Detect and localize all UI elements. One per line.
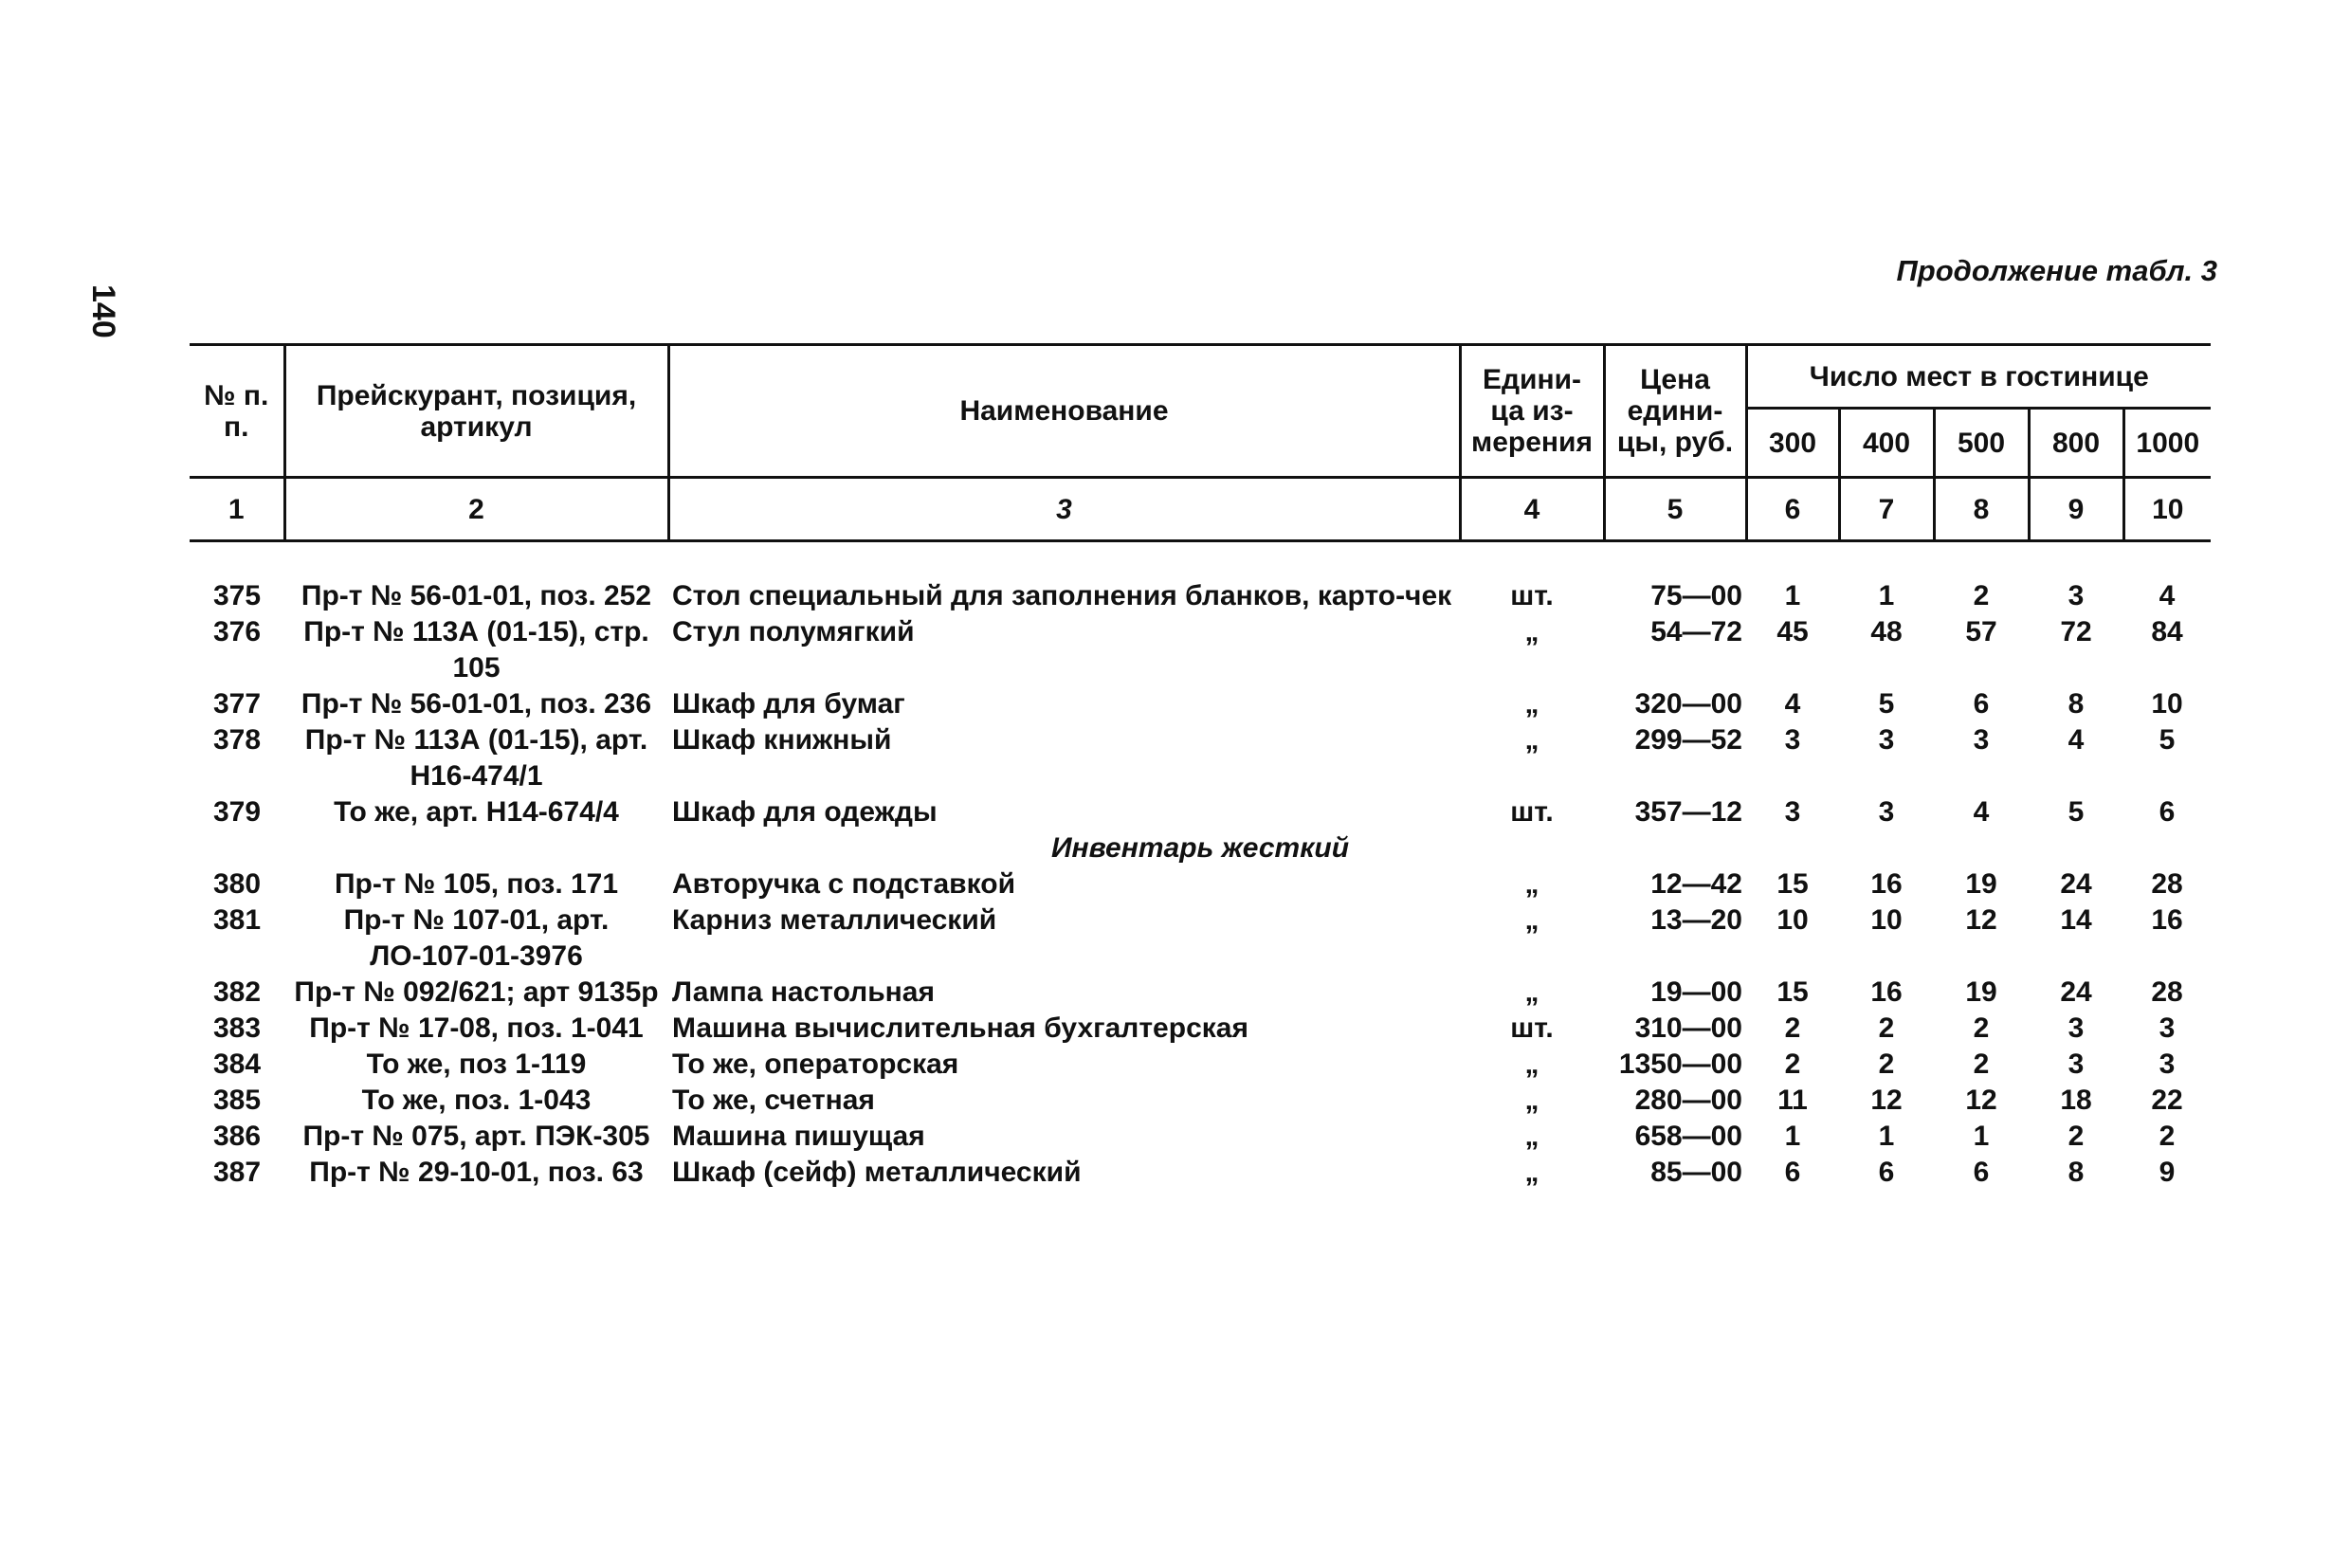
table-row bbox=[190, 722, 2211, 794]
item-name: То же, счетная bbox=[672, 1085, 875, 1116]
capacity-count: 2 bbox=[1973, 580, 1990, 611]
table-row bbox=[190, 1155, 2211, 1191]
table-row bbox=[190, 1119, 2211, 1155]
column-number: 7 bbox=[1839, 478, 1934, 541]
price-list-ref: То же, поз. 1-043 bbox=[361, 1085, 592, 1116]
table-row bbox=[190, 903, 2211, 975]
capacity-count: 57 bbox=[1965, 616, 1997, 647]
capacity-count: 3 bbox=[2068, 580, 2085, 611]
price-table bbox=[190, 343, 2211, 1191]
capacity-count: 3 bbox=[1973, 724, 1990, 756]
item-name: Стул полумягкий bbox=[672, 616, 915, 647]
header-cost: Цена едини- цы, руб. bbox=[1604, 345, 1746, 478]
capacity-count: 84 bbox=[2151, 616, 2183, 647]
row-number: 386 bbox=[212, 1121, 262, 1152]
item-name: Лампа настольная bbox=[672, 976, 935, 1008]
price-list-ref: Пр-т № 113А (01-15), стр. 105 bbox=[303, 616, 649, 684]
capacity-count: 3 bbox=[2068, 1012, 2085, 1044]
capacity-count: 24 bbox=[2060, 868, 2092, 900]
row-number: 380 bbox=[212, 868, 262, 900]
capacity-count: 5 bbox=[1878, 688, 1895, 720]
column-number: 8 bbox=[1934, 478, 2029, 541]
capacity-count: 2 bbox=[1878, 1048, 1895, 1080]
price-list-ref: Пр-т № 107-01, арт. ЛО-107-01-3976 bbox=[343, 904, 610, 972]
capacity-count: 9 bbox=[2159, 1157, 2176, 1188]
capacity-count: 4 bbox=[2159, 580, 2176, 611]
capacity-count: 3 bbox=[1878, 724, 1895, 756]
capacity-count: 12 bbox=[1965, 1085, 1997, 1116]
capacity-count: 10 bbox=[1776, 904, 1809, 936]
unit: „ bbox=[1524, 688, 1539, 720]
header-name: Наименование bbox=[668, 345, 1460, 478]
header-capacity-400: 400 bbox=[1839, 409, 1934, 478]
unit: „ bbox=[1524, 1085, 1539, 1116]
table-row bbox=[190, 794, 2211, 830]
section-title: Инвентарь жесткий bbox=[1050, 832, 1350, 864]
price-list-ref: Пр-т № 113А (01-15), арт. Н16-474/1 bbox=[304, 724, 648, 792]
capacity-count: 3 bbox=[2159, 1048, 2176, 1080]
table-row bbox=[190, 1083, 2211, 1119]
capacity-count: 10 bbox=[2151, 688, 2183, 720]
capacity-count: 28 bbox=[2151, 868, 2183, 900]
capacity-count: 11 bbox=[1777, 1085, 1808, 1116]
capacity-count: 19 bbox=[1965, 976, 1997, 1008]
unit: „ bbox=[1524, 724, 1539, 756]
item-name: Карниз металлический bbox=[672, 904, 997, 936]
capacity-count: 15 bbox=[1776, 868, 1809, 900]
unit: „ bbox=[1524, 868, 1539, 900]
row-number: 377 bbox=[212, 688, 262, 720]
capacity-count: 4 bbox=[1784, 688, 1801, 720]
capacity-count: 2 bbox=[1784, 1012, 1801, 1044]
price-list-ref: Пр-т № 092/621; арт 9135р bbox=[294, 976, 659, 1008]
table-row bbox=[190, 578, 2211, 614]
header-capacity-800: 800 bbox=[2029, 409, 2123, 478]
row-number: 382 bbox=[212, 976, 262, 1008]
capacity-count: 3 bbox=[1784, 796, 1801, 828]
row-number: 384 bbox=[212, 1048, 262, 1080]
column-number: 1 bbox=[190, 478, 284, 541]
row-number: 385 bbox=[212, 1085, 262, 1116]
table-row bbox=[190, 1047, 2211, 1083]
unit-price: 13—20 bbox=[1650, 904, 1742, 936]
capacity-count: 6 bbox=[2159, 796, 2176, 828]
row-number: 379 bbox=[212, 796, 262, 828]
unit-price: 54—72 bbox=[1650, 616, 1742, 647]
capacity-count: 19 bbox=[1965, 868, 1997, 900]
row-number: 378 bbox=[212, 724, 262, 756]
capacity-count: 24 bbox=[2060, 976, 2092, 1008]
unit: „ bbox=[1524, 1157, 1539, 1188]
header-num: № п. п. bbox=[190, 345, 284, 478]
unit: шт. bbox=[1510, 580, 1554, 611]
capacity-count: 28 bbox=[2151, 976, 2183, 1008]
unit-price: 658—00 bbox=[1634, 1121, 1742, 1152]
capacity-count: 2 bbox=[2068, 1121, 2085, 1152]
price-list-ref: Пр-т № 075, арт. ПЭК-305 bbox=[302, 1121, 650, 1152]
item-name: Авторучка с подставкой bbox=[672, 868, 1016, 900]
unit-price: 85—00 bbox=[1650, 1157, 1742, 1188]
capacity-count: 3 bbox=[2068, 1048, 2085, 1080]
capacity-count: 3 bbox=[1878, 796, 1895, 828]
capacity-count: 6 bbox=[1878, 1157, 1895, 1188]
capacity-count: 16 bbox=[2151, 904, 2183, 936]
header-capacity-1000: 1000 bbox=[2123, 409, 2211, 478]
page-number: 140 bbox=[85, 284, 121, 338]
unit-price: 19—00 bbox=[1650, 976, 1742, 1008]
capacity-count: 12 bbox=[1965, 904, 1997, 936]
price-list-ref: То же, поз 1-119 bbox=[366, 1048, 587, 1080]
unit: „ bbox=[1524, 1048, 1539, 1080]
row-number: 376 bbox=[212, 616, 262, 647]
unit-price: 1350—00 bbox=[1618, 1048, 1742, 1080]
price-list-ref: Пр-т № 105, поз. 171 bbox=[334, 868, 619, 900]
capacity-count: 5 bbox=[2159, 724, 2176, 756]
table-row bbox=[190, 975, 2211, 1011]
capacity-count: 2 bbox=[1973, 1048, 1990, 1080]
unit: „ bbox=[1524, 976, 1539, 1008]
column-number: 2 bbox=[284, 478, 668, 541]
column-number: 10 bbox=[2123, 478, 2211, 541]
unit-price: 75—00 bbox=[1650, 580, 1742, 611]
unit: „ bbox=[1524, 904, 1539, 936]
capacity-count: 2 bbox=[1973, 1012, 1990, 1044]
item-name: Шкаф для одежды bbox=[672, 796, 938, 828]
unit-price: 357—12 bbox=[1634, 796, 1742, 828]
capacity-count: 45 bbox=[1776, 616, 1809, 647]
column-number: 3 bbox=[668, 478, 1460, 541]
unit: „ bbox=[1524, 1121, 1539, 1152]
capacity-count: 22 bbox=[2151, 1085, 2183, 1116]
row-number: 381 bbox=[212, 904, 262, 936]
capacity-count: 1 bbox=[1878, 1121, 1895, 1152]
unit-price: 299—52 bbox=[1634, 724, 1742, 756]
capacity-count: 3 bbox=[2159, 1012, 2176, 1044]
table-row bbox=[190, 866, 2211, 903]
column-number: 4 bbox=[1460, 478, 1604, 541]
unit: шт. bbox=[1510, 796, 1554, 828]
capacity-count: 1 bbox=[1784, 580, 1801, 611]
price-list-ref: То же, арт. Н14-674/4 bbox=[334, 796, 619, 828]
item-name: Машина пишущая bbox=[672, 1121, 925, 1152]
row-number: 387 bbox=[212, 1157, 262, 1188]
capacity-count: 18 bbox=[2060, 1085, 2092, 1116]
capacity-count: 8 bbox=[2068, 688, 2085, 720]
unit: шт. bbox=[1510, 1012, 1554, 1044]
item-name: Шкаф для бумаг bbox=[672, 688, 905, 720]
item-name: Машина вычислительная бухгалтерская bbox=[672, 1012, 1248, 1044]
column-number: 5 bbox=[1604, 478, 1746, 541]
unit-price: 280—00 bbox=[1634, 1085, 1742, 1116]
header-price-list: Прейскурант, позиция, артикул bbox=[284, 345, 668, 478]
capacity-count: 10 bbox=[1870, 904, 1903, 936]
capacity-count: 6 bbox=[1973, 688, 1990, 720]
price-list-ref: Пр-т № 56-01-01, поз. 236 bbox=[301, 688, 652, 720]
item-name: Стол специальный для заполнения бланков, карто-чек bbox=[672, 580, 1452, 611]
capacity-count: 2 bbox=[1878, 1012, 1895, 1044]
item-name: То же, операторская bbox=[672, 1048, 959, 1080]
capacity-count: 15 bbox=[1776, 976, 1809, 1008]
header-capacity-300: 300 bbox=[1746, 409, 1839, 478]
capacity-count: 6 bbox=[1784, 1157, 1801, 1188]
row-number: 383 bbox=[212, 1012, 262, 1044]
capacity-count: 1 bbox=[1784, 1121, 1801, 1152]
column-number: 9 bbox=[2029, 478, 2123, 541]
price-list-ref: Пр-т № 29-10-01, поз. 63 bbox=[309, 1157, 644, 1188]
table-caption: Продолжение табл. 3 bbox=[1896, 254, 2217, 287]
capacity-count: 4 bbox=[1973, 796, 1990, 828]
capacity-count: 16 bbox=[1870, 976, 1903, 1008]
row-number: 375 bbox=[212, 580, 262, 611]
capacity-count: 72 bbox=[2060, 616, 2092, 647]
column-number: 6 bbox=[1746, 478, 1839, 541]
capacity-count: 12 bbox=[1870, 1085, 1903, 1116]
capacity-count: 8 bbox=[2068, 1157, 2085, 1188]
capacity-count: 3 bbox=[1784, 724, 1801, 756]
table-row bbox=[190, 614, 2211, 686]
capacity-count: 5 bbox=[2068, 796, 2085, 828]
capacity-count: 2 bbox=[1784, 1048, 1801, 1080]
unit-price: 320—00 bbox=[1634, 688, 1742, 720]
table-row bbox=[190, 1011, 2211, 1047]
unit-price: 12—42 bbox=[1650, 868, 1742, 900]
price-list-ref: Пр-т № 56-01-01, поз. 252 bbox=[301, 580, 652, 611]
capacity-count: 16 bbox=[1870, 868, 1903, 900]
item-name: Шкаф (сейф) металлический bbox=[672, 1157, 1082, 1188]
header-unit: Едини- ца из- мерения bbox=[1460, 345, 1604, 478]
capacity-count: 1 bbox=[1973, 1121, 1990, 1152]
price-list-ref: Пр-т № 17-08, поз. 1-041 bbox=[309, 1012, 644, 1044]
header-capacity-500: 500 bbox=[1934, 409, 2029, 478]
capacity-count: 14 bbox=[2060, 904, 2092, 936]
header-capacity-group: Число мест в гостинице bbox=[1746, 345, 2211, 409]
capacity-count: 2 bbox=[2159, 1121, 2176, 1152]
capacity-count: 1 bbox=[1878, 580, 1895, 611]
capacity-count: 6 bbox=[1973, 1157, 1990, 1188]
capacity-count: 4 bbox=[2068, 724, 2085, 756]
item-name: Шкаф книжный bbox=[672, 724, 892, 756]
capacity-count: 48 bbox=[1870, 616, 1903, 647]
table-row bbox=[190, 686, 2211, 722]
unit: „ bbox=[1524, 616, 1539, 647]
unit-price: 310—00 bbox=[1634, 1012, 1742, 1044]
